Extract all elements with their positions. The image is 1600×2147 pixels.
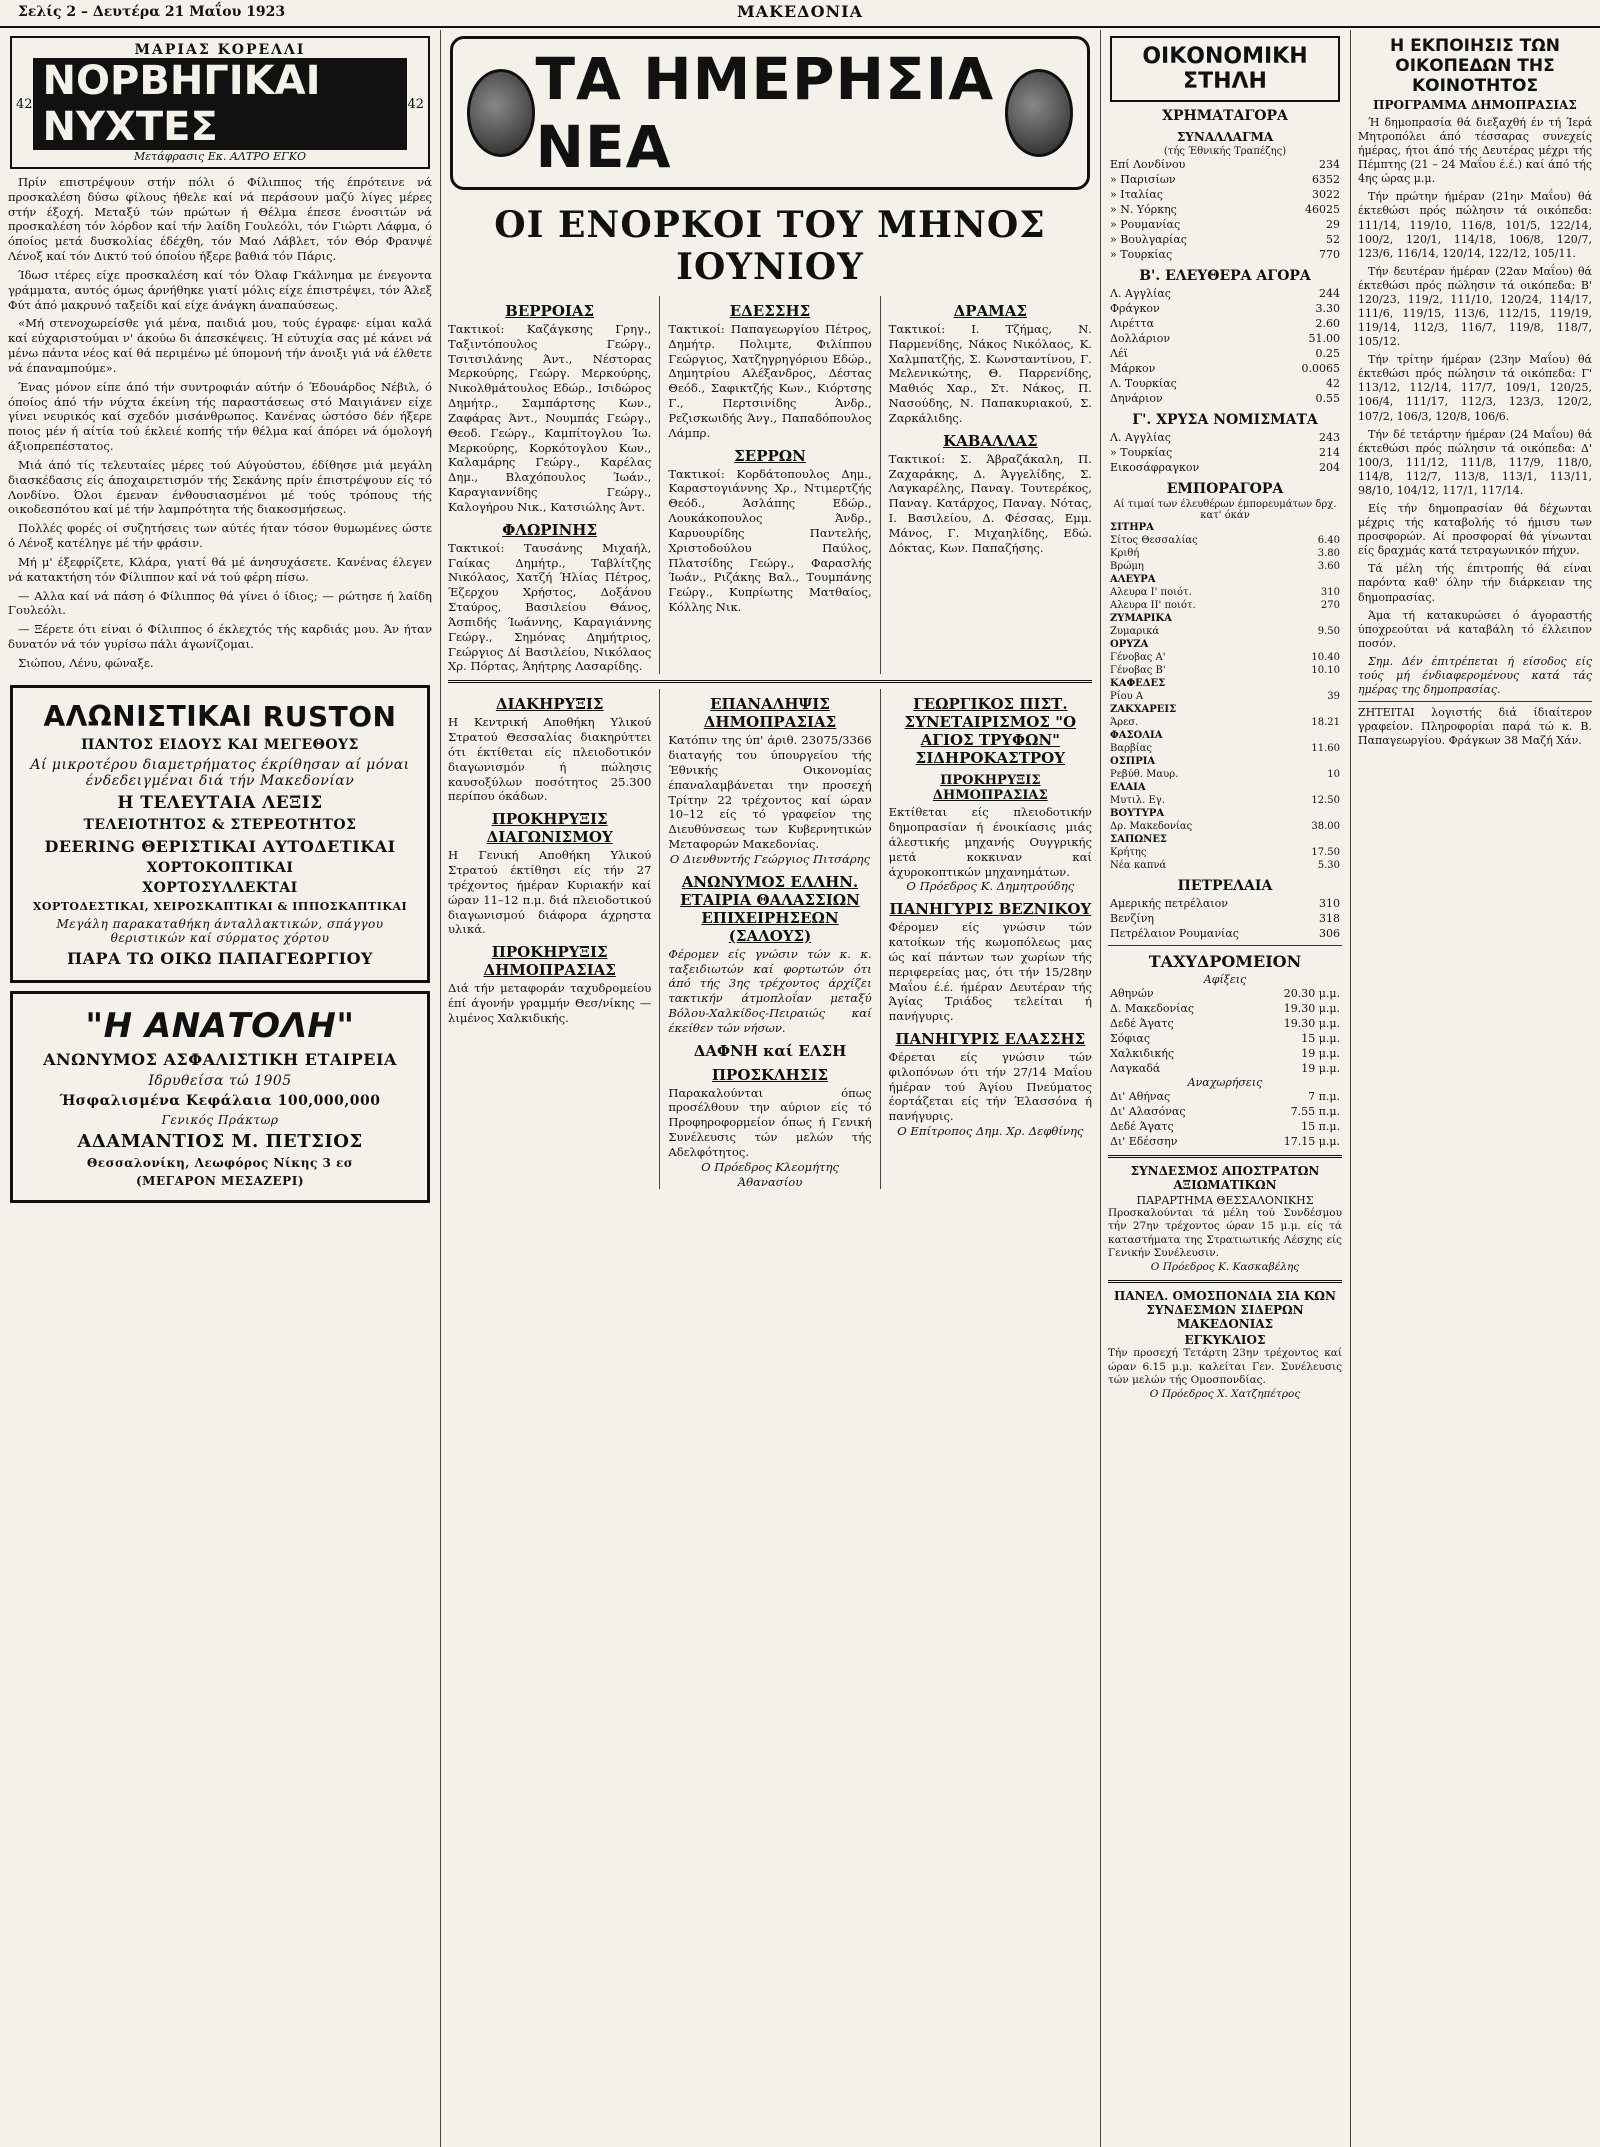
signature: Ο Επίτροπος Δημ. Χρ. Δεφθίνης: [897, 1124, 1084, 1139]
notice-title: ΔΙΑΚΗΡΥΞΙΣ: [495, 695, 604, 714]
ad-line: "Η ΑΝΑΤΟΛΗ": [85, 1005, 355, 1046]
table-row: Δεδέ Άγατς 15 π.μ.: [1110, 1120, 1340, 1133]
paragraph: Είς τήν δημοπρασίαν θά δέχωνται μέχρις τής καταβολής τό ήμισυ των προσφορών. Αί προσφοραί θά γίνωνται είς δραχμάς κατά τετραγωνικόν πήχυν.: [1358, 502, 1592, 558]
subheading: ΒΕΡΡΟΙΑΣ: [505, 302, 595, 320]
column-serial: [0, 30, 441, 2147]
paragraph: Τακτικοί: Παπαγεωργίου Πέτρος, Δημήτρ. Πολιμτε, Φιλίππου Γεώργιος, Χατζηγρηγόριου Εδώρ., Δημητρίου Αλέξανδρος, Δέστας Θεόδ., Σαφικτζής Κων., Κιόρτσης Γ., Περτσινίδης Άνδρ., Ρεζισκωιδής Άνγ., Παπαδόπουλος Λάμπρ.: [668, 322, 872, 440]
table-row: ΒΟΥΤΥΡΑ: [1110, 808, 1165, 819]
notices-col: [660, 689, 880, 1189]
table-row: Άρεσ. 18.21: [1110, 717, 1340, 728]
paragraph: Εκτίθεται είς πλειοδοτικήν δημοπρασίαν ή ένοικίασις μιάς άλεστικής μηχανής Ουγγρικής μετά κοκκιναν καί άχυροκοπτικών μηχανημάτων.: [888, 805, 1092, 879]
table-row: Αλευρα ΙΙ' ποιότ. 270: [1110, 600, 1340, 611]
notice-title: ΓΕΩΡΓΙΚΟΣ ΠΙΣΤ. ΣΥΝΕΤΑΙΡΙΣΜΟΣ "Ο ΑΓΙΟΣ ΤΡΥΦΩΝ" ΣΙΔΗΡΟΚΑΣΤΡΟΥ: [904, 695, 1077, 768]
notice-subtitle: ΠΑΡΑΡΤΗΜΑ ΘΕΣΣΑΛΟΝΙΚΗΣ: [1136, 1194, 1314, 1207]
section-title: ΤΑ ΗΜΕΡΗΣΙΑ ΝΕΑ: [535, 45, 995, 181]
paragraph: Σημ. Δέν έπιτρέπεται ή είσοδος είς τούς μή ένδιαφερομένους κατά τάς ημέρας της δημοπρασίας.: [1358, 654, 1592, 696]
paragraph: Τακτικοί: Κορδάτοπουλος Δημ., Καραστογιάννης Χρ., Ντιμερτζής Θεόδ., Άσλάπης Εδώρ., Λουκάκοπουλος Άνδρ., Καρυουρίδης Παντελής, Χριστοδούλου Παύλος, Πλατσίδης Γεώργ., Φαρασλής Ίωάν., Ριζάκης Βαλ., Τουμπάνης Γεώργ., Κυπρίωτης Ματθαίος, Κόλλης Νικ.: [668, 466, 872, 615]
table-row: Εικοσάφραγκον 204: [1110, 461, 1340, 474]
table-row: Μάρκον 0.0065: [1110, 362, 1340, 375]
paragraph: Τά μέλη τής έπιτροπής θά είναι παρόντα καθ' όλην τήν διάρκειαν της δημοπρασίας.: [1358, 562, 1592, 604]
ad-line: ΠΑΝΤΟΣ ΕΙΔΟΥΣ ΚΑΙ ΜΕΓΕΘΟΥΣ: [81, 736, 359, 753]
divider: [1358, 701, 1592, 702]
paragraph: Σιώπου, Λένυ, φώναξε.: [18, 655, 154, 670]
table-row: Κρήτης 17.50: [1110, 847, 1340, 858]
serial-header: [10, 36, 430, 169]
ad-line: ΑΔΑΜΑΝΤΙΟΣ Μ. ΠΕΤΣΙΟΣ: [77, 1130, 363, 1152]
ad-line: Γενικός Πράκτωρ: [161, 1112, 279, 1127]
table-row: » Παρισίων 6352: [1110, 173, 1340, 186]
table-row: Νέα καπνά 5.30: [1110, 860, 1340, 871]
table-row: » Τουρκίας 770: [1110, 248, 1340, 261]
column-center-news: [440, 30, 1101, 2147]
table-row: Λιρέττα 2.60: [1110, 317, 1340, 330]
section-note: Αί τιμαί των έλευθέρων έμπορευμάτων δρχ. κατ' όκάν: [1113, 499, 1337, 521]
notice-title: ΠΡΟΣΚΛΗΣΙΣ: [711, 1065, 829, 1084]
table-row: Αμερικής πετρέλαιον 310: [1110, 897, 1340, 910]
table-row: Ζυμαρικά 9.50: [1110, 626, 1340, 637]
table-row: Λαγκαδά 19 μ.μ.: [1110, 1062, 1340, 1075]
table-row: Επί Λονδίνου 234: [1110, 158, 1340, 171]
notices-col: [440, 689, 660, 1189]
ad-line: Ήσφαλισμένα Κεφάλαια 100,000,000: [59, 1092, 381, 1109]
table-row: Βαρβίας 11.60: [1110, 743, 1340, 754]
paragraph: Άμα τή κατακυρώσει ό άγοραστής ύποχρεούται νά καταβάλη τό έλλειπον ποσόν.: [1358, 608, 1592, 650]
signature: Ο Διευθυντής Γεώργιος Πιτσάρης: [669, 851, 871, 866]
ad-line: Αί μικροτέρου διαμετρήματος έκρίθησαν αί μόναι ένδεδειγμέναι διά τήν Μακεδονίαν: [30, 756, 410, 789]
table-row: Δ. Μακεδονίας 19.30 μ.μ.: [1110, 1002, 1340, 1015]
table-row: » Ρουμανίας 29: [1110, 218, 1340, 231]
headline: ΟΙ ΕΝΟΡΚΟΙ ΤΟΥ ΜΗΝΟΣ ΙΟΥΝΙΟΥ: [494, 204, 1046, 288]
auction-title: Η ΕΚΠΟΙΗΣΙΣ ΤΩΝ ΟΙΚΟΠΕΔΩΝ ΤΗΣ ΚΟΙΝΟΤΗΤΟΣ: [1390, 36, 1560, 96]
section-heading: ΧΡΗΜΑΤΑΓΟΡΑ: [1162, 108, 1288, 124]
ad-line: Μεγάλη παρακαταθήκη άνταλλακτικών, σπάγγου θεριστικών καί σύρματος χόρτου: [56, 916, 384, 945]
paragraph: Προσκαλούνται τά μέλη τού Συνδέσμου τήν 27ην τρέχοντος ώραν 15 μ.μ. είς τά καταστήματα της Στρατιωτικής Λέσχης είς Γενικήν Συνέλευσιν.: [1108, 1207, 1342, 1260]
serial-title: ΝΟΡΒΗΓΙΚΑΙ ΝΥΧΤΕΣ: [33, 58, 408, 150]
petrol-table: [1108, 896, 1342, 941]
table-row: ΖΑΚΧΑΡΕΙΣ: [1110, 704, 1177, 715]
gold-table: [1108, 430, 1342, 475]
serial-number-right: 42: [407, 96, 424, 112]
serial-translator: Μετάφρασις Εκ. ΑΛΤΡΟ ΕΓΚΟ: [133, 150, 307, 163]
section-heading: ΤΑΧΥΔΡΟΜΕΙΟΝ: [1148, 952, 1302, 971]
jurors-col: [660, 296, 880, 674]
notices-columns: [440, 689, 1100, 1189]
notice-title: ΠΡΟΚΗΡΥΞΙΣ ΔΗΜΟΠΡΑΣΙΑΣ: [483, 943, 616, 980]
ad-line: ΠΑΡΑ ΤΩ ΟΙΚΩ ΠΑΠΑΓΕΩΡΓΙΟΥ: [67, 948, 373, 968]
notice-title: ΠΑΝΕΛ. ΟΜΟΣΠΟΝΔΙΑ ΣΙΑ ΚΩΝ ΣΥΝΔΕΣΜΩΝ ΣΙΔΕΡΩΝ ΜΑΚΕΔΟΝΙΑΣ: [1114, 1289, 1336, 1332]
paragraph: Ένας μόνον είπε άπό τήν συντροφιάν αύτήν ό Έδουάρδος Νέβιλ, ό όποίος άπό τήν νύχτα έκείνη τής παραστάσεως στό Μαιγιάνεν είχε γίνει νευρικός καί σχεδόν μισάνθρωπος. Κανένας ώστόσο δέν ήξερε ποιος μέν ή αίτία τού έκλειέ κοπής τήν θέλμα καί άπόρει νά όμολογή άξιοπρεπέστατος.: [8, 379, 432, 454]
table-row: Δηνάριον 0.55: [1110, 392, 1340, 405]
section-heading: ΠΕΤΡΕΛΑΙΑ: [1177, 878, 1273, 894]
table-row: » Ν. Υόρκης 46025: [1110, 203, 1340, 216]
notice-title: ΣΥΝΔΕΣΜΟΣ ΑΠΟΣΤΡΑΤΩΝ ΑΞΙΩΜΑΤΙΚΩΝ: [1130, 1164, 1320, 1192]
paragraph: Φέρομεν είς γνώσιν τών κατοίκων τής κωμοπόλεως μας ώς καί πάντων των χωρίων τής περιφερείας μας, ότι τήν 15/28ην Μαΐου έ.έ. ήμέραν Δευτέραν τής Άγίας Τριάδος τελείται ή πανήγυρις.: [888, 920, 1092, 1024]
table-row: Σόφιας 15 μ.μ.: [1110, 1032, 1340, 1045]
notice-title: ΠΑΝΗΓΥΡΙΣ ΕΛΑΣΣΗΣ: [895, 1029, 1086, 1048]
paragraph: — Ξέρετε ότι είναι ό Φίλιππος ό έκλεχτός τής καρδιάς μου. Άν ήταν δυνατόν νά τόν γυρίσω πάλι άγωνίζομαι.: [8, 622, 432, 652]
ad-anatoli: [10, 991, 430, 1203]
table-row: Βενζίνη 318: [1110, 912, 1340, 925]
paragraph: Μή μ' έξεφρίζετε, Κλάρα, γιατί θά μέ άνησυχάσετε. Κανένας έλεγεν νά κατακτήση τόν Φίλιππον καί νά τού φέρη πίσω.: [8, 554, 432, 584]
paragraph: Τήν δέ τετάρτην ήμέραν (24 Μαΐου) θά έκτεθώσι πρός πώλησιν τά οικόπεδα: Δ' 100/3, 111/12, 111/8, 117/9, 118/0, 114/8, 112/7, 113/8, 113/1, 113/11, 98/10, 104/12, 117/1, 117/14.: [1358, 427, 1592, 497]
auction-subtitle: ΠΡΟΓΡΑΜΜΑ ΔΗΜΟΠΡΑΣΙΑΣ: [1373, 98, 1577, 112]
ad-ruston: [10, 685, 430, 983]
table-row: ΑΛΕΥΡΑ: [1110, 574, 1156, 585]
jurors-col: [440, 296, 660, 674]
table-row: ΣΙΤΗΡΑ: [1110, 522, 1154, 533]
classical-head-icon: [1005, 69, 1073, 157]
table-row: Γένοβας Α' 10.40: [1110, 652, 1340, 663]
notice-subtitle: ΔΑΦΝΗ καί ΕΛΣΗ: [693, 1041, 847, 1060]
jurors-col: [881, 296, 1100, 674]
paragraph: Ίδωσ ιτέρες είχε προσκαλέση καί τόν Όλαφ Γκάλνημα με ένεγοντα γράμματα, αυτός όμως άρνήθηκε γιατί μόλις είχε έπιστρέψει, τόν Άλεξ Φύτ άπό μακρυνό ταξείδι καί είχε άνάγκη άναπαύσεως.: [8, 267, 432, 312]
signature: Ο Πρόεδρος Κ. Κασκαβέλης: [1150, 1260, 1300, 1273]
paragraph: Τήν τρίτην ήμέραν (23ην Μαΐου) θά έκτεθώσι πρός πώλησιν τά οικόπεδα: Γ' 113/12, 112/14, 117/7, 109/1, 120/25, 106/4, 111/17, 112/3, 123/3, 120/2, 107/2, 106/3, 120/8, 106/6.: [1358, 353, 1592, 423]
paragraph: Τακτικοί: Σ. Άβραζάκαλη, Π. Ζαχαράκης, Δ. Άγγελίδης, Σ. Λαγκαρέλης, Παναγ. Τουτερέκος, Παναγ. Κατάρχος, Παναγ. Νότας, Ι. Βασιλείου, Δ. Φέσσας, Εμμ. Μάνος, Γ. Μιχαηλίδης, Εδώ. Δόκτας, Κων. Παπαζήσης.: [888, 451, 1092, 555]
paragraph: Τήν δευτέραν ήμέραν (22αν Μαΐου) θά έκτεθώσι πρός πώλησιν τά οικόπεδα: Β' 120/23, 119/2, 111/10, 120/24, 114/17, 111/6, 119/15, 113/6, 112/15, 119/19, 119/14, 112/3, 116/7, 119/8, 118/7, 105/12.: [1358, 264, 1592, 349]
table-row: Λέϊ 0.25: [1110, 347, 1340, 360]
paragraph: Μιά άπό τίς τελευταίες μέρες τού Αύγούστου, έδίθησε μιά μεγάλη διασκέδασις είς άποχαιρετισμόν τής Σεκάνης πρίν έπιστρέψουν είς τό Λονδίνο. Όλοι έμεναν ένθουσιασμένοι μέ τούς τρόπους τής οικοδεσπότου καί μέ τήν λαμπρότητα τής διακοσμήσεως.: [8, 457, 432, 517]
signature: Ο Πρόεδρος Κλεομήτης Άθανασίου: [701, 1159, 839, 1189]
paragraph: Φέρομεν είς γνώσιν τών κ. κ. ταξειδιωτών καί φορτωτών ότι άπό τής 3ης τρέχοντος άρχίζει τακτικήν άτμοπλοΐαν μεταξύ Βόλου-Χαλκίδος-Πειραιώς καί έκείθεν τών νήσων.: [668, 946, 872, 1035]
ad-line: ΧΟΡΤΟΔΕΣΤΙΚΑΙ, ΧΕΙΡΟΣΚΑΠΤΙΚΑΙ & ΙΠΠΟΣΚΑΠΤΙΚΑΙ: [32, 899, 408, 913]
ad-line: (ΜΕΓΑΡΟΝ ΜΕΣΑΖΕΡΙ): [135, 1173, 304, 1188]
paragraph: Παρακαλούνται όπως προσέλθουν την αύριον είς τό Προφηροφορμείον όπως ή Γενική Συνέλευσις τών μελών τής Αδελφότητος.: [668, 1085, 872, 1159]
table-row: Δρ. Μακεδονίας 38.00: [1110, 821, 1340, 832]
ad-line: ΑΝΩΝΥΜΟΣ ΑΣΦΑΛΙΣΤΙΚΗ ΕΤΑΙΡΕΙΑ: [43, 1049, 397, 1069]
section-heading: Γ'. ΧΡΥΣΑ ΝΟΜΙΣΜΑΤΑ: [1132, 412, 1318, 428]
table-row: ΣΑΠΩΝΕΣ: [1110, 834, 1168, 845]
table-row: Σίτος Θεσσαλίας 6.40: [1110, 535, 1340, 546]
paragraph: «Μή στενοχωρείσθε γιά μένα, παιδιά μου, τούς έγραφε· είμαι καλά καί εύχαριστούμαι ν' άκούω δι άπεσκέψεις. Ή εύτυχία σας μέ κάνει νά μένω πάντα νέος καί θά περιμένω μέ ύπομονή τήν άνοιξι γιά νά έλθετε νά έπαναμπούμε».: [8, 316, 432, 375]
auction-text: [1358, 116, 1592, 697]
table-row: » Ιταλίας 3022: [1110, 188, 1340, 201]
ad-line: Ιδρυθείσα τώ 1905: [148, 1072, 292, 1089]
section-subheading: ΣΥΝΑΛΛΑΓΜΑ: [1176, 130, 1274, 144]
paragraph: Πολλές φορές οί συζητήσεις των αύτές ήταν τόσον θυμωμένες ώστε ό Λένοξ κατέληγε μέ τήν φράσιν.: [8, 521, 432, 551]
free-market-table: [1108, 286, 1342, 406]
table-row: Δι' Εδέσσην 17.15 μ.μ.: [1110, 1135, 1340, 1148]
notice-title: ΕΠΑΝΑΛΗΨΙΣ ΔΗΜΟΠΡΑΣΙΑΣ: [703, 695, 837, 732]
classified-ad: ΖΗΤΕΙΤΑΙ λογιστής διά ίδιαίτερον γραφείον. Πληροφορίαι παρά τώ κ. Β. Παπαγεωργίου. Φράγκων 38 Μαζή Χάν.: [1358, 706, 1592, 748]
ad-line: Θεσσαλονίκη, Λεωφόρος Νίκης 3 εσ: [86, 1155, 354, 1170]
signature: Ο Πρόεδρος Κ. Δημητρούδης: [906, 879, 1075, 894]
section-subheading: Αφίξεις: [1203, 973, 1247, 986]
table-row: » Βουλγαρίας 52: [1110, 233, 1340, 246]
table-row: Γένοβας Β' 10.10: [1110, 665, 1340, 676]
section-logo: [450, 36, 1090, 190]
paragraph: Πρίν επιστρέψουν στήν πόλι ό Φίλιππος τής έπρότεινε νά προσκαλέση δύσω φίλους ήθελε καί νά περάσουν μαζύ λίγες μέρες στήν έξοχή. Μεταξύ τών πρώτων ή Θέλμα έπεσε ένοσιτών νά προσκαλέση τόν λόρδον καί τήν λαίδη Γουλεόλι, τόν Γιώρτι Λάφμα, ό όποίος μετά δυσκολίας έδέχθη, τόν Μαό Λάβλετ, τόν Θόρ Φρανψέ Λένοξ καί τόν Δικτύ τού όποίου ήξερε βαθιά τόν Πάρις.: [8, 175, 432, 264]
paragraph: Η Γενική Αποθήκη Υλικού Στρατού έκτίθησι είς τήν 27 τρέχοντος ήμέραν Κυριακήν καί ώραν 11–12 π.μ. διά πλειοδοτικού διαγωνισμού διάφορα άχρηστα υλικά.: [448, 848, 652, 937]
table-row: Φράγκον 3.30: [1110, 302, 1340, 315]
table-row: Αλευρα Ι' ποιότ. 310: [1110, 587, 1340, 598]
subheading: ΦΛΩΡΙΝΗΣ: [502, 520, 598, 539]
table-row: Λ. Αγγλίας 243: [1110, 431, 1340, 444]
section-heading: Β'. ΕΛΕΥΘΕΡΑ ΑΓΟΡΑ: [1139, 268, 1311, 284]
table-row: Ρίου Α 39: [1110, 691, 1340, 702]
table-row: ΟΡΥΖΑ: [1110, 639, 1149, 650]
table-row: Βρώμη 3.60: [1110, 561, 1340, 572]
table-row: ΚΑΦΕΔΕΣ: [1110, 678, 1166, 689]
subheading: ΚΑΒΑΛΛΑΣ: [943, 431, 1038, 450]
notice-subtitle: ΕΓΚΥΚΛΙΟΣ: [1184, 1333, 1266, 1348]
table-row: Ρεβύθ. Μαυρ. 10: [1110, 769, 1340, 780]
ad-line: ΧΟΡΤΟΚΟΠΤΙΚΑΙ: [146, 859, 294, 876]
paragraph: Η Κεντρική Αποθήκη Υλικού Στρατού Θεσσαλίας διακηρύττει ότι έκτίθεται είς πλειοδοτικόν διαγωνισμόν ή πώλησις καυσοξύλων ποσότητος 25.300 περίπου όκάδων.: [448, 715, 652, 804]
table-row: Δεδέ Άγατς 19.30 μ.μ.: [1110, 1017, 1340, 1030]
subheading: ΕΔΕΣΣΗΣ: [729, 302, 811, 320]
jurors-columns: [440, 296, 1100, 674]
notice-title: ΑΝΩΝΥΜΟΣ ΕΛΛΗΝ. ΕΤΑΙΡΙΑ ΘΑΛΑΣΣΙΩΝ ΕΠΙΧΕΙΡΗΣΕΩΝ (ΣΑΛΟΥΣ): [680, 872, 860, 945]
post-arrivals-table: [1108, 986, 1342, 1076]
notice-title: ΠΑΝΗΓΥΡΙΣ ΒΕΖΝΙΚΟΥ: [889, 900, 1092, 919]
table-row: ΖΥΜΑΡΙΚΑ: [1110, 613, 1172, 624]
page-dateline: Σελίς 2 – Δευτέρα 21 Μαΐου 1923: [18, 4, 286, 20]
table-row: Πετρέλαιον Ρουμανίας 306: [1110, 927, 1340, 940]
column-auction: [1350, 30, 1600, 2147]
section-subheading: Αναχωρήσεις: [1187, 1076, 1263, 1089]
table-row: Δι' Αθήνας 7 π.μ.: [1110, 1090, 1340, 1103]
paragraph: Τήν πρώτην ήμέραν (21ην Μαΐου) θά έκτεθώσι πρός πώλησιν τά οικόπεδα: 111/14, 119/10, 116/8, 101/5, 122/14, 100/2, 120/1, 114/18, 106/8, 120/7, 123/6, 116/14, 120/14, 122/12, 105/11.: [1358, 190, 1592, 260]
signature: Ο Πρόεδρος Χ. Χατζηπέτρος: [1149, 1387, 1301, 1400]
divider: [1108, 1280, 1342, 1283]
fx-table: [1108, 157, 1342, 262]
post-departures-table: [1108, 1089, 1342, 1149]
notice-subtitle: ΠΡΟΚΗΡΥΞΙΣ ΔΗΜΟΠΡΑΣΙΑΣ: [932, 773, 1048, 804]
goods-table: [1108, 521, 1342, 872]
divider: [1108, 945, 1342, 946]
newspaper-name: ΜΑΚΕΔΟΝΙΑ: [736, 2, 864, 21]
financial-header: ΟΙΚΟΝΟΜΙΚΗ ΣΤΗΛΗ: [1110, 36, 1340, 102]
table-row: ΦΑΣΟΛΙΑ: [1110, 730, 1163, 741]
masthead: [0, 0, 1600, 28]
table-row: ΟΣΠΡΙΑ: [1110, 756, 1156, 767]
paragraph: Τακτικοί: Ι. Τζήμας, Ν. Παρμενίδης, Νάκος Νικόλαος, Κ. Χαλμπατζής, Σ. Κωνσταντίνου, Γ. Μελενικώτης, Θ. Παρρενίδης, Μαθιός Χαρ., Στ. Νάκος, Π. Νασούδης, Ν. Παπακυριακού, Σ. Ζαρκάλιδης.: [888, 322, 1092, 425]
table-row: Κριθή 3.80: [1110, 548, 1340, 559]
ad-line: ΑΛΩΝΙΣΤΙΚΑΙ RUSTON: [43, 699, 397, 733]
table-row: Χαλκιδικής 19 μ.μ.: [1110, 1047, 1340, 1060]
table-row: Μυτιλ. Εγ. 12.50: [1110, 795, 1340, 806]
subheading: ΔΡΑΜΑΣ: [953, 302, 1028, 320]
table-row: Λ. Τουρκίας 42: [1110, 377, 1340, 390]
serial-author: ΜΑΡΙΑΣ ΚΟΡΕΛΛΙ: [134, 42, 306, 58]
serial-number-left: 42: [16, 96, 33, 112]
table-row: Αθηνών 20.30 μ.μ.: [1110, 987, 1340, 1000]
paragraph: Τακτικοί: Καζάγκσης Γρηγ., Ταξιντόπουλος Γεώργ., Τσιτσιλάνης Άντ., Νέστορας Μερκούρης, Γεώργ. Μερκούρης, Νικολθμάτουλος Εδώρ., Ισιδώρος Δημήτρ., Σαμπάρτσης Κων., Ζαφάρας Άντ., Νουμπάς Γεώργ., Θεοδ. Γεώργ., Καμπίτογλου Ίω. Μερκούρης, Κορκότογλου Κων., Καλαμάρης Γεώργ., Καρέλας Δημ., Βλαχόπουλος Ίωάν., Καραγιαννίδης Γεώργ., Καλογήρου Νικ., Κατσιώλης Άντ.: [448, 322, 652, 514]
divider: [1108, 1155, 1342, 1158]
section-note: (τής Έθνικής Τραπέζης): [1163, 146, 1287, 157]
table-row: Λ. Αγγλίας 244: [1110, 287, 1340, 300]
ad-line: ΤΕΛΕΙΟΤΗΤΟΣ & ΣΤΕΡΕΟΤΗΤΟΣ: [83, 816, 357, 833]
table-row: Δι' Αλασόνας 7.55 π.μ.: [1110, 1105, 1340, 1118]
classical-head-icon: [467, 69, 535, 157]
notice-title: ΠΡΟΚΗΡΥΞΙΣ ΔΙΑΓΩΝΙΣΜΟΥ: [486, 810, 613, 847]
paragraph: Ή δημοπρασία θά διεξαχθή έν τή Ίερά Μητροπόλει άπό τέσσαρας συνεχείς ήμέρας, ήτοι άπό τής Δευτέρας μέχρι τής Πέμπτης (21 – 24 Μαΐου έ.έ.) καί άπό τής 4ης ώρας μ.μ.: [1358, 116, 1592, 186]
paragraph: Φέρεται είς γνώσιν τών φιλοπόνων ότι τήν 27/14 Μαΐου ήμέραν τού Άγίου Πνεύματος έορτάζεται είς τήν Έλασσόνα ή πανήγυρις.: [888, 1049, 1092, 1124]
paragraph: Τήν προσεχή Τετάρτη 23ην τρέχοντος καί ώραν 6.15 μ.μ. καλείται Γεν. Συνέλευσις τών μελών τής Ομοσπονδίας.: [1108, 1347, 1342, 1387]
table-row: ΕΛΑΙΑ: [1110, 782, 1146, 793]
ad-line: DEERING ΘΕΡΙΣΤΙΚΑΙ ΑΥΤΟΔΕΤΙΚΑΙ: [44, 836, 396, 856]
notices-col: [881, 689, 1100, 1189]
serial-text: [8, 175, 432, 671]
column-financial: [1100, 30, 1351, 2147]
paragraph: Κατόπιν της ύπ' άριθ. 23075/3366 διαταγής του ύπουργείου τής Έθνικής Οικονομίας έπαναλαμβάνεται την προσεχή Τρίτην 22 τρέχοντος καί ώραν 10–12 είς τό γραφείον της Διευθύνσεως των Κυβερνητικών Μεταφορών Μακεδονίας.: [668, 733, 872, 852]
divider: [448, 680, 1092, 683]
ad-line: ΧΟΡΤΟΣΥΛΛΕΚΤΑΙ: [142, 879, 298, 896]
ad-line: Η ΤΕΛΕΥΤΑΙΑ ΛΕΞΙΣ: [117, 792, 323, 813]
table-row: Δολλάριον 51.00: [1110, 332, 1340, 345]
paragraph: Τακτικοί: Ταυσάνης Μιχαήλ, Γαίκας Δημήτρ., Ταβλίτζης Νικόλαος, Χατζή Ήλίας Πέτρος, Έζερχου Χρήστος, Δοξάνου Σταύρος, Βασιλείου Θάνος, Άσπιδής Ίωάννης, Καραγιάννης Γεώργ., Σημόνας Δημήτριος, Γεώργιος Δί Βασιλείου, Νικόλαος Χρ. Πόρτας, Άηήτρης Λασαρίδης.: [448, 540, 652, 674]
table-row: » Τουρκίας 214: [1110, 446, 1340, 459]
section-heading: ΕΜΠΟΡΑΓΟΡΑ: [1166, 481, 1284, 497]
subheading: ΣΕΡΡΩΝ: [734, 446, 806, 465]
paragraph: Διά τήν μεταφοράν ταχυδρομείου έπί άγονήν γραμμήν Θεσ/νίκης — λιμένος Χαλκιδικής.: [448, 981, 652, 1025]
paragraph: — Αλλα καί νά πάση ό Φίλιππος θά γίνει ό ίδιος; — ρώτησε ή λαίδη Γουλεόλι.: [8, 588, 432, 618]
